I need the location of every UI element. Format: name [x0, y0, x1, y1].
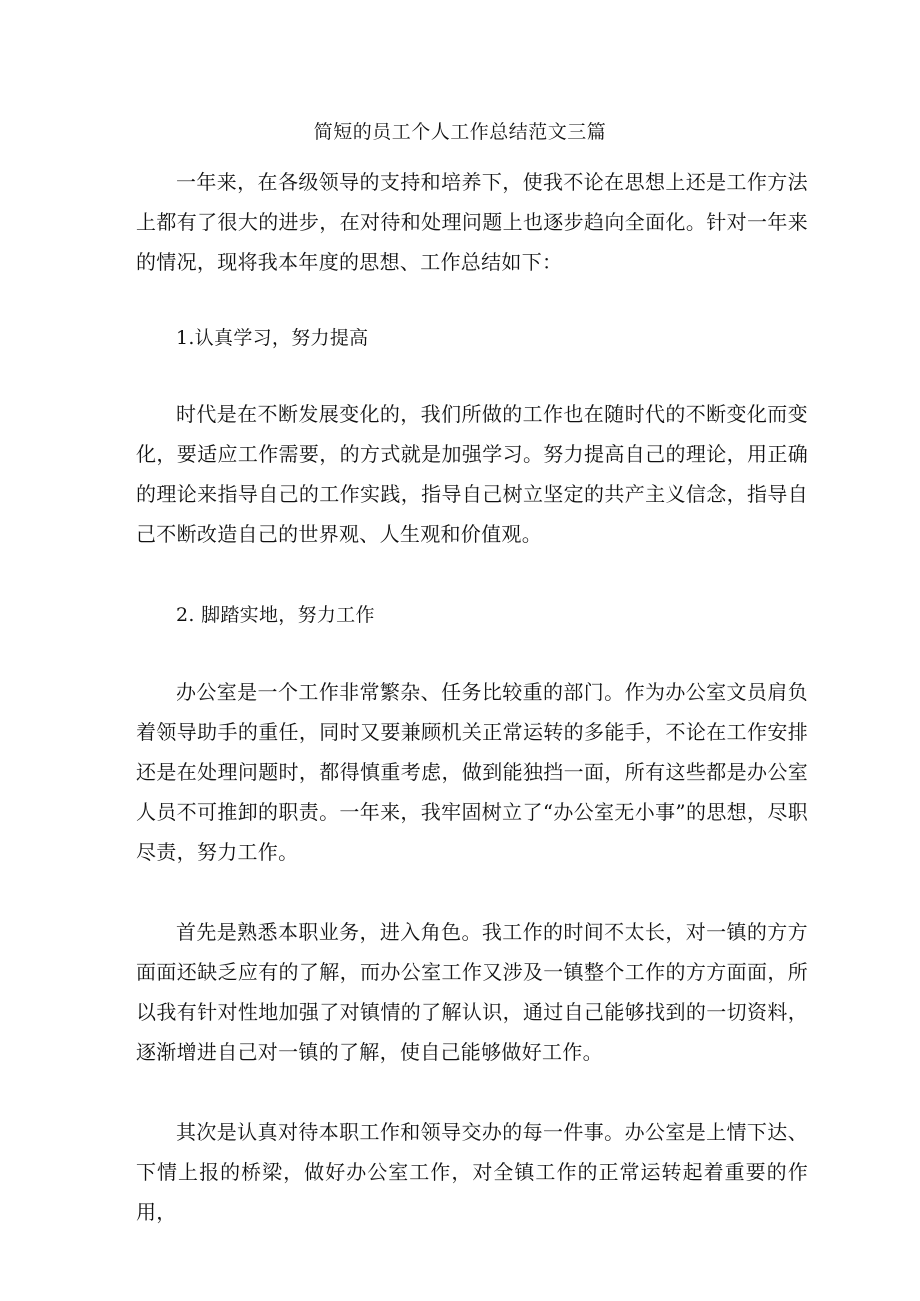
section-2-paragraph-3: 其次是认真对待本职工作和领导交办的每一件事。办公室是上情下达、下情上报的桥梁，做好办公室工作，对全镇工作的正常运转起着重要的作用，: [136, 1120, 808, 1224]
section-2-paragraph-1: 办公室是一个工作非常繁杂、任务比较重的部门。作为办公室文员肩负着领导助手的重任，同时又要兼顾机关正常运转的多能手，不论在工作安排还是在处理问题时，都得慎重考虑，做到能独挡一面，所有这些都是办公室人员不可推卸的职责。一年来，我牢固树立了“办公室无小事”的思想，尽职尽责，努力工作。: [136, 680, 808, 864]
section-heading-1: 1.认真学习，努力提高: [176, 327, 369, 349]
section-heading-2: 2. 脚踏实地，努力工作: [176, 604, 375, 626]
intro-paragraph: 一年来，在各级领导的支持和培养下，使我不论在思想上还是工作方法上都有了很大的进步，在对待和处理问题上也逐步趋向全面化。针对一年来的情况，现将我本年度的思想、工作总结如下：: [136, 170, 808, 274]
section-1-paragraph-1: 时代是在不断发展变化的，我们所做的工作也在随时代的不断变化而变化，要适应工作需要，的方式就是加强学习。努力提高自己的理论，用正确的理论来指导自己的工作实践，指导自己树立坚定的共产主义信念，指导自己不断改造自己的世界观、人生观和价值观。: [136, 402, 808, 546]
document-title: 简短的员工个人工作总结范文三篇: [313, 121, 607, 143]
section-2-paragraph-2: 首先是熟悉本职业务，进入角色。我工作的时间不太长，对一镇的方方面面还缺乏应有的了解，而办公室工作又涉及一镇整个工作的方方面面，所以我有针对性地加强了对镇情的了解认识，通过自己能够找到的一切资料，逐渐增进自己对一镇的了解，使自己能够做好工作。: [136, 920, 808, 1064]
